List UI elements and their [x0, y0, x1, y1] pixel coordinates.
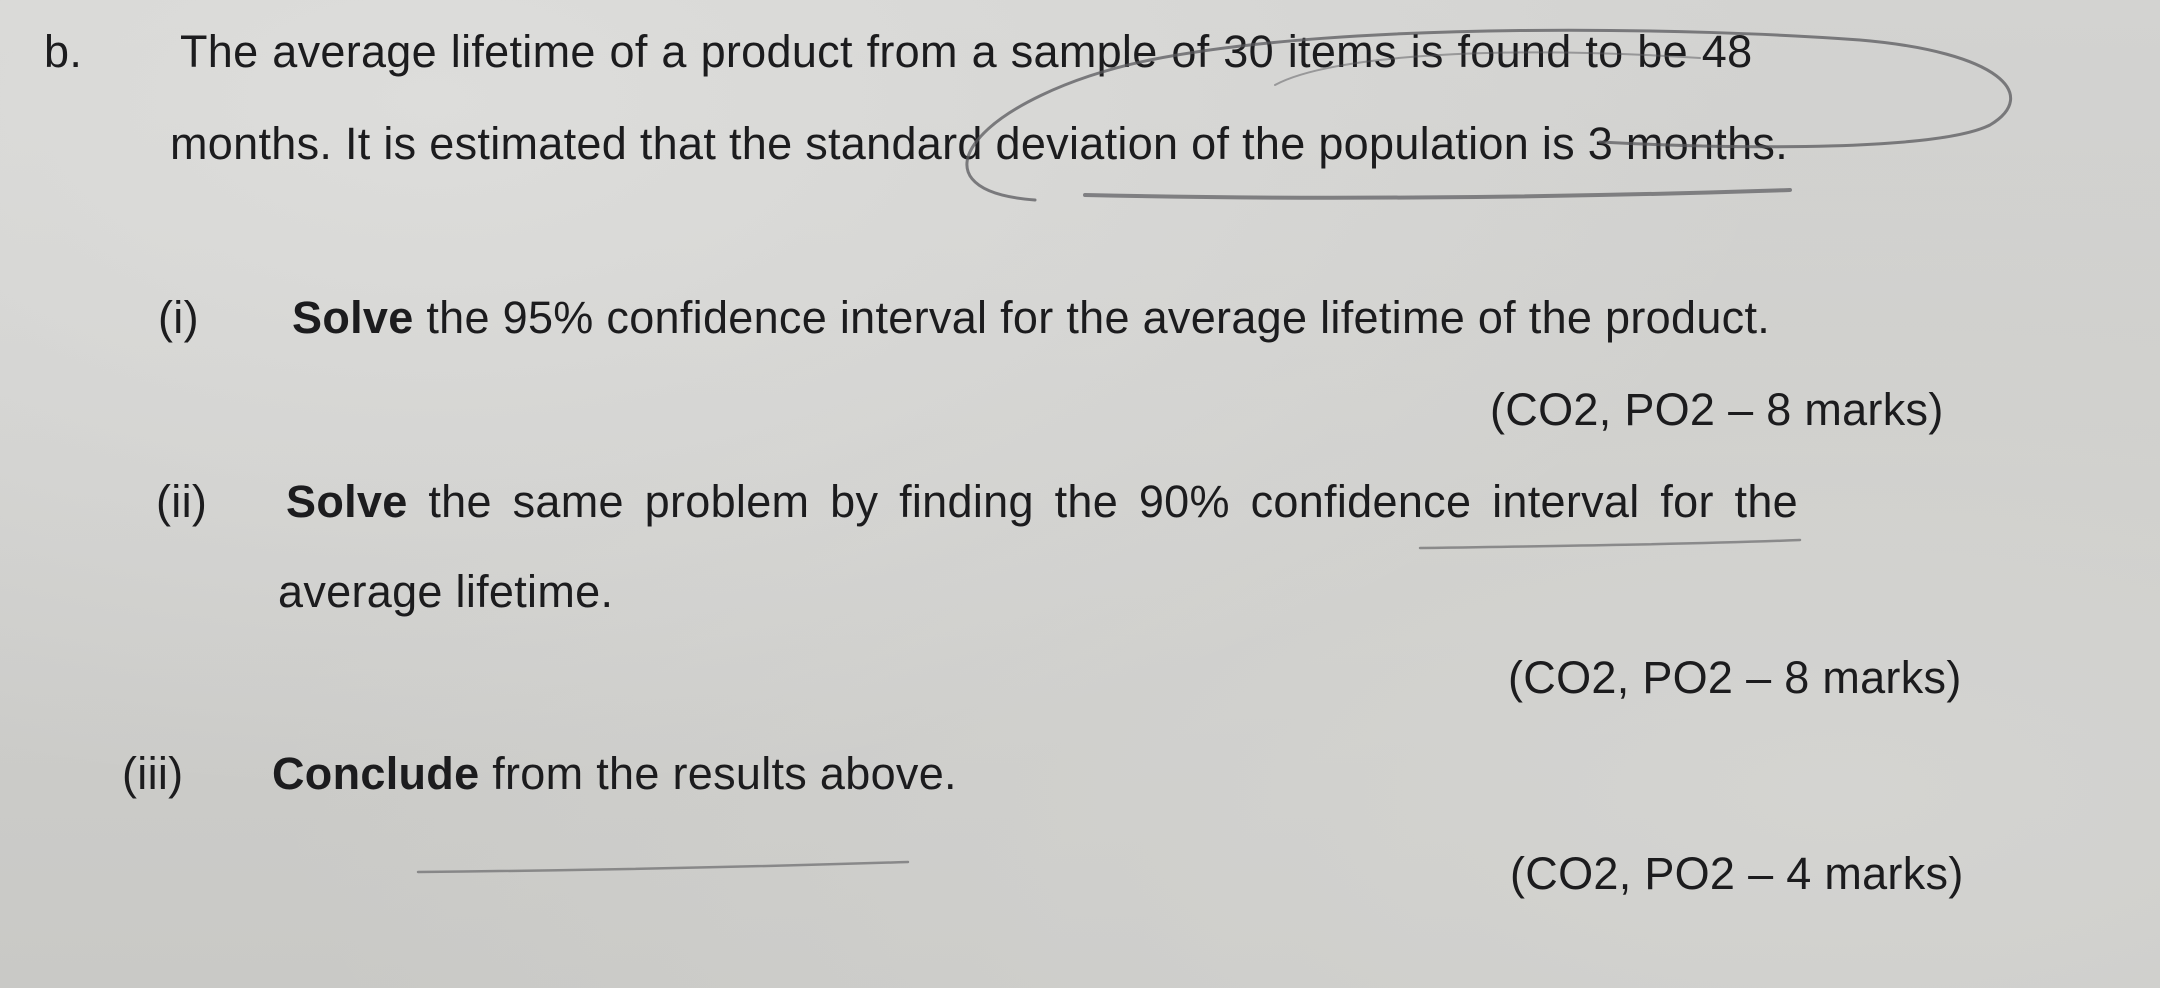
part-i-verb: Solve	[292, 292, 414, 343]
part-iii-text	[272, 746, 957, 802]
part-iii-number: (iii)	[122, 748, 184, 799]
part-iii-text-line1: from the results above.	[479, 748, 957, 799]
part-i-text-line1: the 95% confidence interval for the average lifetime of the product.	[413, 292, 1771, 343]
part-ii-text-line1: the same problem by finding the 90% confidence interval for the	[407, 476, 1799, 527]
pencil-underline-stroke	[1085, 190, 1790, 198]
part-ii-verb: Solve	[286, 476, 408, 527]
part-iii-verb: Conclude	[272, 748, 480, 799]
part-i-text	[292, 290, 1770, 346]
question-stem-line2: months. It is estimated that the standard deviation of the population is 3 months.	[170, 118, 1789, 169]
question-stem-line1: The average lifetime of a product from a sample of 30 items is found to be 48	[180, 26, 1753, 77]
part-ii-marks: (CO2, PO2 – 8 marks)	[1508, 652, 1962, 703]
part-ii-text	[286, 474, 1798, 530]
part-i-marks: (CO2, PO2 – 8 marks)	[1490, 384, 1944, 435]
part-i-number: (i)	[158, 292, 199, 343]
part-iii-marks: (CO2, PO2 – 4 marks)	[1510, 848, 1964, 899]
part-ii-text-line2: average lifetime.	[278, 566, 614, 617]
part-ii-number: (ii)	[156, 476, 208, 527]
question-label: b.	[44, 26, 83, 77]
pencil-underline-part-ii	[1420, 540, 1800, 548]
pencil-underline-part-iii	[418, 862, 908, 872]
